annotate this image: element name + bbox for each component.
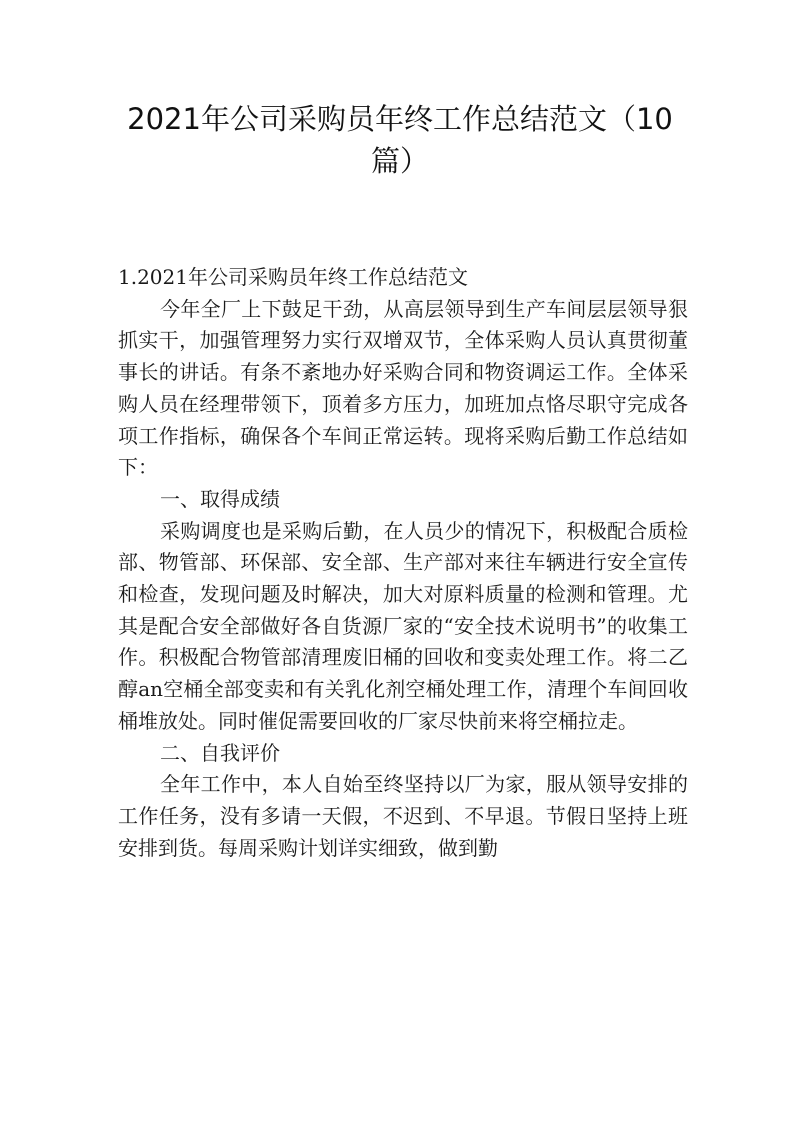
document-title: 2021年公司采购员年终工作总结范文（10篇） (127, 102, 673, 178)
paragraph: 今年全厂上下鼓足干劲，从高层领导到生产车间层层领导狠抓实干，加强管理努力实行双增双节，全体采购人员认真贯彻董事长的讲话。有条不紊地办好采购合同和物资调运工作。全体采购人员在经理带领下，顶着多方压力，加班加点恪尽职守完成各项工作指标，确保各个车间正常运转。现将采购后勤工作总结如下： (118, 296, 688, 480)
document-body (118, 262, 688, 864)
paragraph: 采购调度也是采购后勤，在人员少的情况下，积极配合质检部、物管部、环保部、安全部、生产部对来往车辆进行安全宣传和检查，发现问题及时解决，加大对原料质量的检测和管理。尤其是配合安全部做好各自货源厂家的“安全技术说明书”的收集工作。积极配合物管部清理废旧桶的回收和变卖处理工作。将二乙醇an空桶全部变卖和有关乳化剂空桶处理工作，清理个车间回收桶堆放处。同时催促需要回收的厂家尽快前来将空桶拉走。 (118, 518, 688, 733)
subsection-heading: 二、自我评价 (160, 740, 280, 765)
paragraph: 全年工作中，本人自始至终坚持以厂为家，服从领导安排的工作任务，没有多请一天假，不迟到、不早退。节假日坚持上班安排到货。每周采购计划详实细致，做到勤 (118, 772, 688, 860)
subsection-heading: 一、取得成绩 (160, 486, 280, 511)
section-heading: 1.2021年公司采购员年终工作总结范文 (118, 265, 468, 289)
